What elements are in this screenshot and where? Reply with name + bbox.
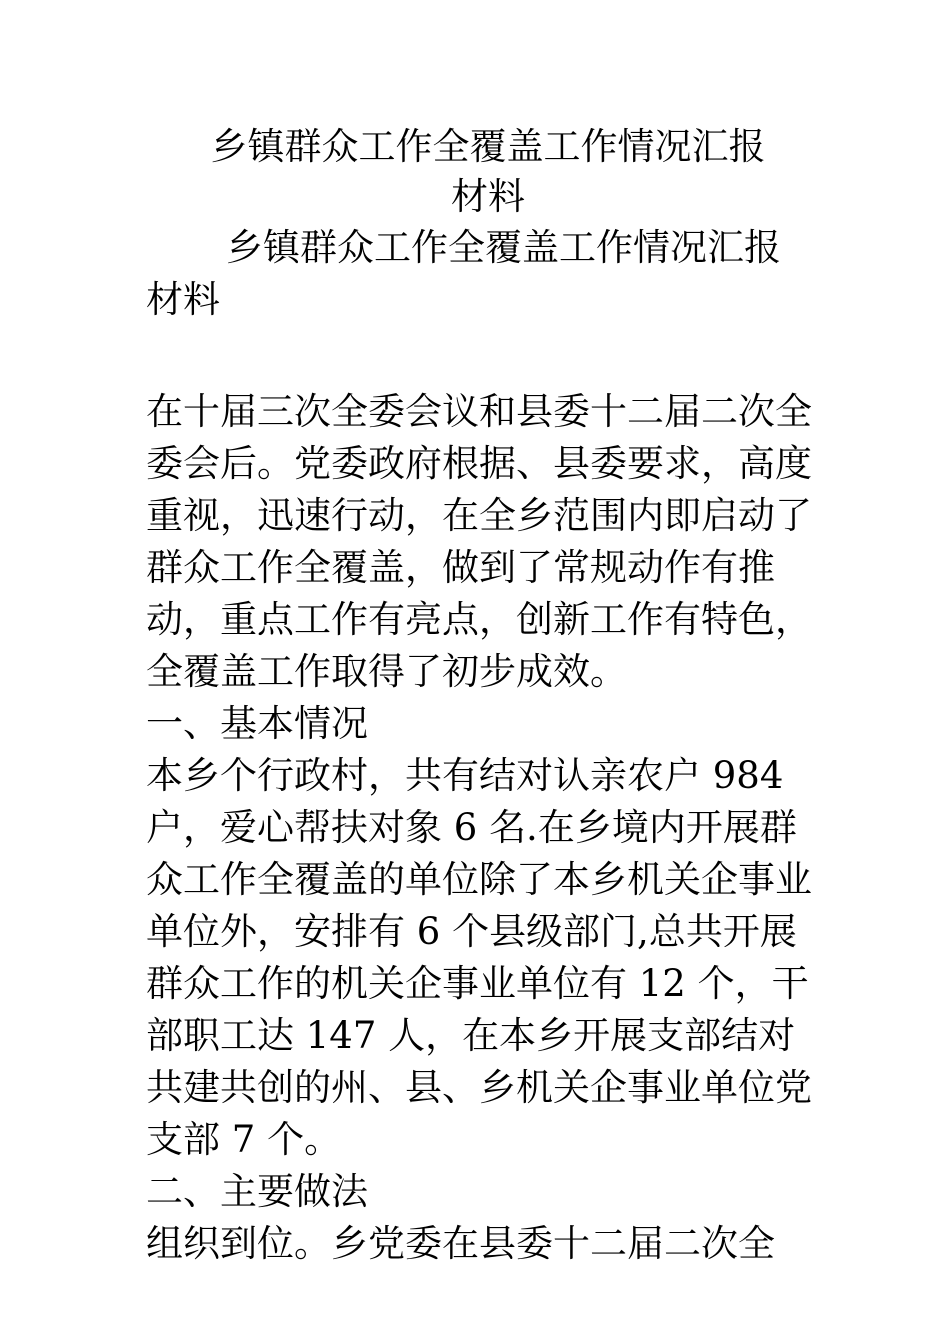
blank-line [146, 326, 830, 386]
section-heading-basic: 一、基本情况 [146, 702, 368, 745]
paragraph-basic-info: 本乡个行政村，共有结对认亲农户 984 户，爱心帮扶对象 6 名.在乡境内开展群众工作全覆盖的单位除了本乡机关企事业单位外，安排有 6 个县级部门,总共开展群众工作的机关企事业单位有 12 个，干部职工达 147 人，在本乡开展支部结对共建共创的州、县、乡机关企事业单位党支部 7 个。 [146, 754, 812, 1161]
paragraph-methods: 组织到位。乡党委在县委十二届二次全 [146, 1222, 775, 1265]
paragraph-intro: 在十届三次全委会议和县委十二届二次全委会后。党委政府根据、县委要求，高度重视，迅速行动，在全乡范围内即启动了群众工作全覆盖，做到了常规动作有推动，重点工作有亮点，创新工作有特色，全覆盖工作取得了初步成效。 [146, 390, 812, 693]
title-line-2: 材料 [451, 175, 525, 218]
section-heading-methods: 二、主要做法 [146, 1170, 368, 1213]
title-line-1: 乡镇群众工作全覆盖工作情况汇报 [210, 125, 766, 168]
document-subtitle: 乡镇群众工作全覆盖工作情况汇报材料 [146, 226, 781, 321]
document-page [146, 122, 830, 1270]
document-title [146, 122, 830, 222]
